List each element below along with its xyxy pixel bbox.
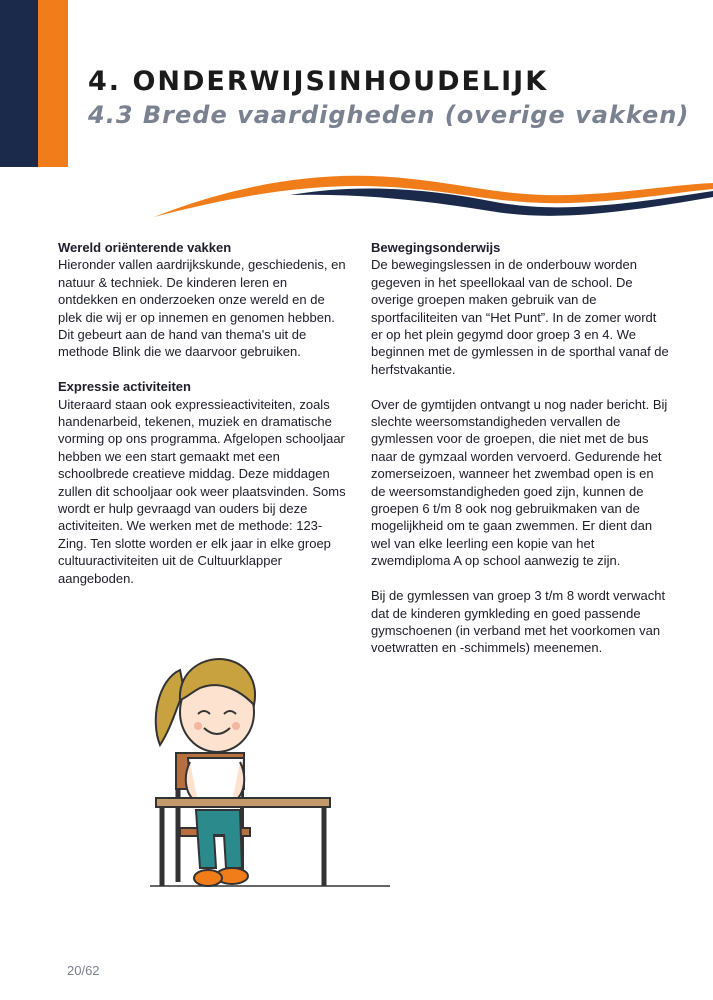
beweging-heading: Bewegingsonderwijs: [371, 240, 501, 255]
left-column: [58, 239, 348, 605]
decorative-navy-bar: [0, 0, 38, 167]
wereld-heading: Wereld oriënterende vakken: [58, 240, 232, 255]
gymkleding-paragraph: Bij de gymlessen van groep 3 t/m 8 wordt verwacht dat de kinderen gymkleding en goed passende gymschoenen (in verband met het voorkomen van voetwratten en -schimmels) meenemen.: [371, 588, 666, 656]
page-number: 20/62: [67, 963, 100, 978]
decorative-orange-bar: [38, 0, 68, 167]
expressie-paragraph: Uiteraard staan ook expressieactiviteiten, zoals handenarbeid, tekenen, muziek en dramatische vorming op ons programma. Afgelopen schooljaar hebben we een start gemaakt met een schoolbrede creatieve middag. Deze middagen zullen dit schooljaar ook weer plaatsvinden. Soms wordt er hulp gevraagd van ouders bij deze activiteiten. We werken met de methode: 123-Zing. Ten slotte worden er elk jaar in elke groep cultuuractiviteiten uit de Cultuurklapper aangeboden.: [58, 396, 346, 586]
section-title: 4.3 Brede vaardigheden (overige vakken): [88, 101, 690, 129]
chapter-title: 4. ONDERWIJSINHOUDELIJK: [88, 66, 549, 97]
wereld-paragraph: Hieronder vallen aardrijkskunde, geschiedenis, en natuur & techniek. De kinderen leren en ontdekken en onderzoeken onze wereld en de plek die wij er op innemen en genomen hebben. Dit gebeurt aan de hand van thema's uit de methode Blink die we daarvoor gebruiken.: [58, 257, 346, 360]
expressie-heading: Expressie activiteiten: [58, 379, 191, 395]
right-column: [371, 239, 671, 674]
gymtijden-paragraph: Over de gymtijden ontvangt u nog nader bericht. Bij slechte weersomstandigheden vervallen de gymlessen voor de groepen, die niet met de bus naar de gymzaal worden vervoerd. Gedurende het zomerseizoen, wanneer het zwembad open is en de weersomstandigheden goed zijn, kunnen de groepen 6 t/m 8 ook nog gebruikmaken van de mogelijkheid om te gaan zwemmen. Er dient dan wel van elke leerling een kopie van het zwemdiploma A op school aanwezig te zijn.: [371, 396, 668, 569]
brush-swoosh-decoration: [140, 165, 713, 225]
girl-at-desk-illustration: [140, 650, 400, 900]
beweging-paragraph: De bewegingslessen in de onderbouw worden gegeven in het speellokaal van de school. De overige groepen maken gebruik van de sportfaciliteiten van “Het Punt”. In de zomer wordt er op het plein gegymd door groep 3 en 4. We beginnen met de gymlessen in de sporthal vanaf de herfstvakantie.: [371, 257, 669, 377]
